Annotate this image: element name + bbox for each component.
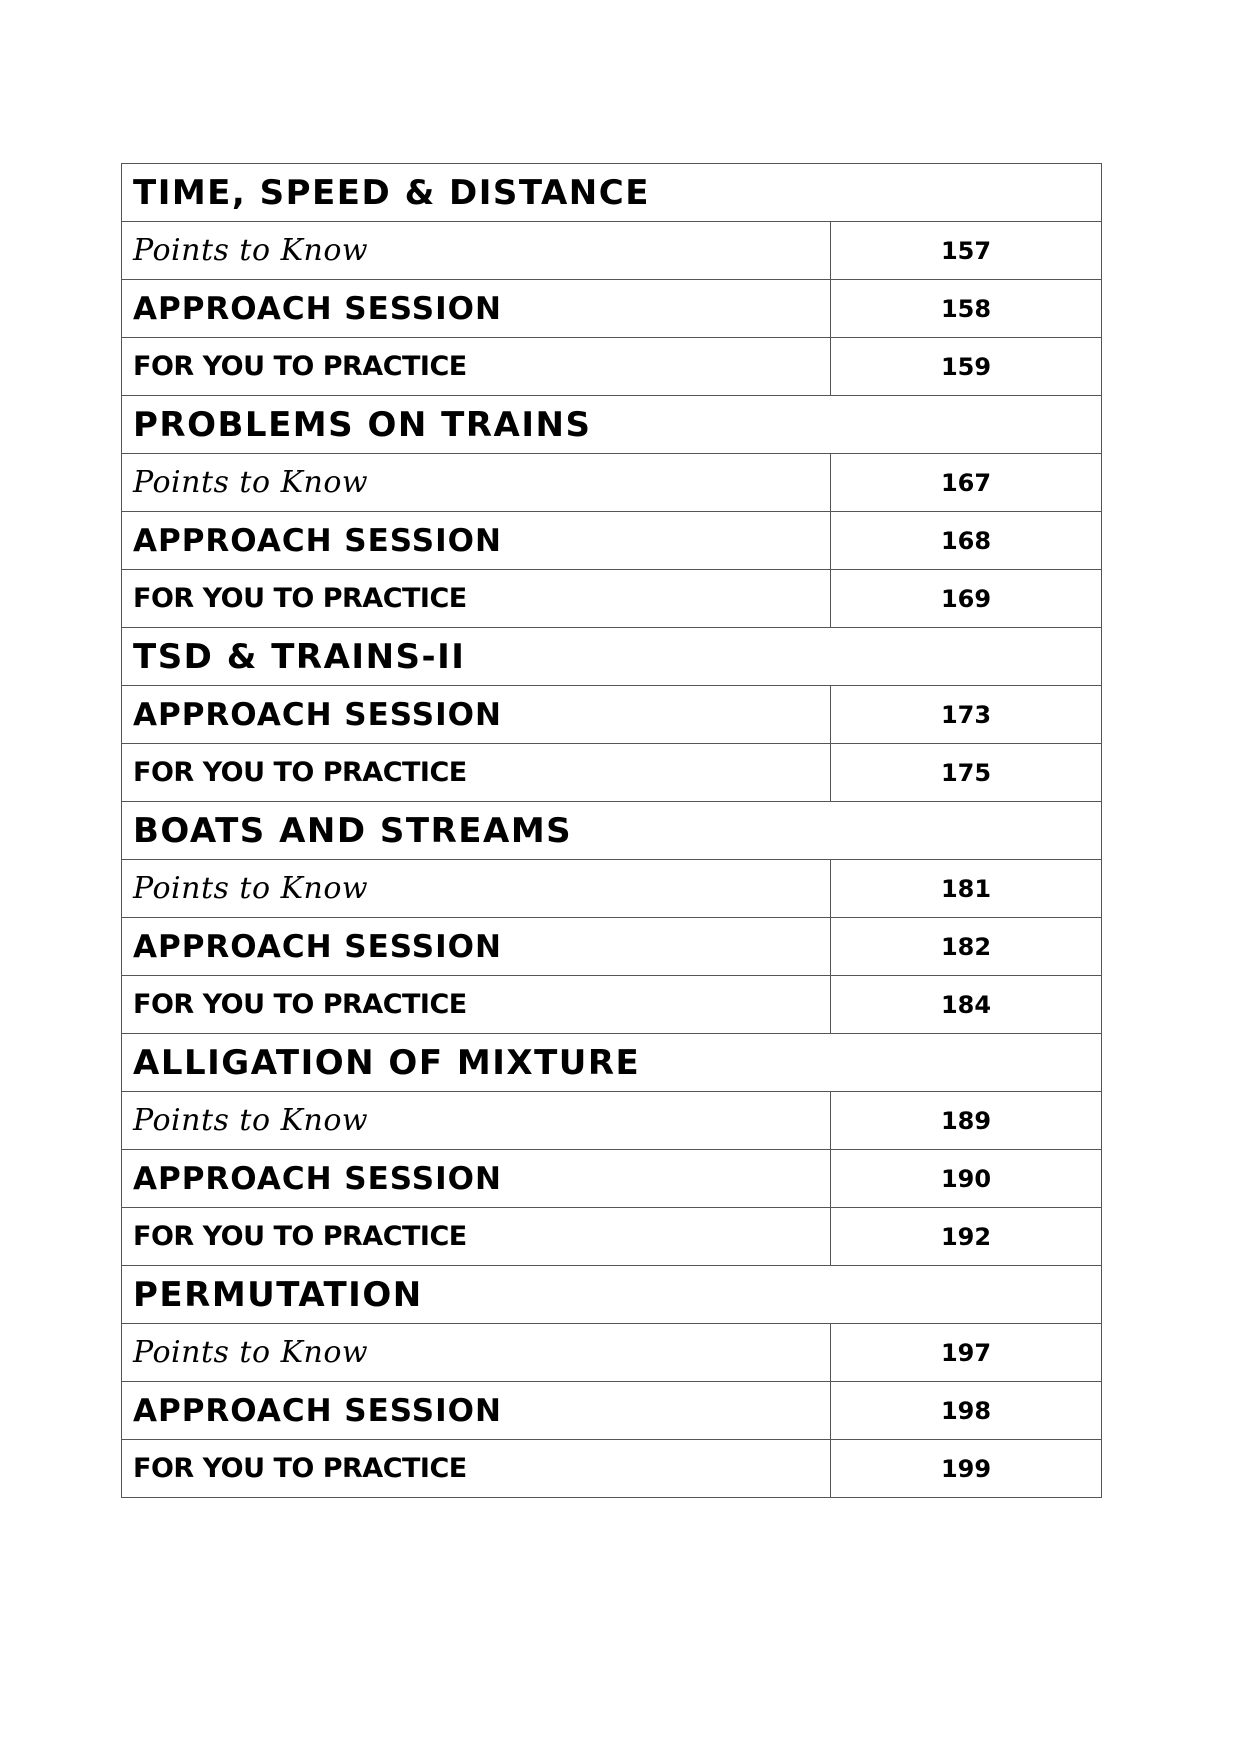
entry-page-number: 197 [831, 1324, 1102, 1382]
entry-page-number: 192 [831, 1208, 1102, 1266]
section-header-row [122, 396, 1102, 454]
section-title: PERMUTATION [122, 1266, 1102, 1324]
entry-label-practice: FOR YOU TO PRACTICE [122, 976, 831, 1034]
entry-label-points: Points to Know [122, 1324, 831, 1382]
entry-page-number: 159 [831, 338, 1102, 396]
toc-entry-row [122, 1150, 1102, 1208]
entry-label-practice: FOR YOU TO PRACTICE [122, 570, 831, 628]
entry-label-points: Points to Know [122, 860, 831, 918]
entry-label-approach: APPROACH SESSION [122, 1150, 831, 1208]
table-of-contents [121, 163, 1102, 1498]
section-title: TIME, SPEED & DISTANCE [122, 164, 1102, 222]
entry-page-number: 157 [831, 222, 1102, 280]
entry-label-approach: APPROACH SESSION [122, 1382, 831, 1440]
section-header-row [122, 1266, 1102, 1324]
entry-page-number: 189 [831, 1092, 1102, 1150]
toc-entry-row [122, 280, 1102, 338]
toc-entry-row [122, 686, 1102, 744]
entry-label-practice: FOR YOU TO PRACTICE [122, 1440, 831, 1498]
toc-entry-row [122, 570, 1102, 628]
toc-entry-row [122, 976, 1102, 1034]
toc-entry-row [122, 454, 1102, 512]
entry-page-number: 158 [831, 280, 1102, 338]
entry-page-number: 167 [831, 454, 1102, 512]
toc-entry-row [122, 918, 1102, 976]
toc-entry-row [122, 222, 1102, 280]
section-title: BOATS AND STREAMS [122, 802, 1102, 860]
entry-page-number: 199 [831, 1440, 1102, 1498]
entry-page-number: 190 [831, 1150, 1102, 1208]
entry-label-practice: FOR YOU TO PRACTICE [122, 744, 831, 802]
toc-entry-row [122, 744, 1102, 802]
section-title: ALLIGATION OF MIXTURE [122, 1034, 1102, 1092]
section-header-row [122, 628, 1102, 686]
entry-label-points: Points to Know [122, 1092, 831, 1150]
toc-entry-row [122, 1324, 1102, 1382]
entry-page-number: 198 [831, 1382, 1102, 1440]
entry-page-number: 175 [831, 744, 1102, 802]
section-title: PROBLEMS ON TRAINS [122, 396, 1102, 454]
entry-label-practice: FOR YOU TO PRACTICE [122, 1208, 831, 1266]
entry-label-points: Points to Know [122, 222, 831, 280]
entry-label-approach: APPROACH SESSION [122, 686, 831, 744]
entry-label-approach: APPROACH SESSION [122, 512, 831, 570]
toc-body [122, 164, 1102, 1498]
entry-label-approach: APPROACH SESSION [122, 280, 831, 338]
toc-entry-row [122, 1092, 1102, 1150]
section-header-row [122, 164, 1102, 222]
toc-entry-row [122, 860, 1102, 918]
entry-page-number: 184 [831, 976, 1102, 1034]
section-header-row [122, 1034, 1102, 1092]
entry-page-number: 173 [831, 686, 1102, 744]
section-title: TSD & TRAINS-II [122, 628, 1102, 686]
entry-page-number: 181 [831, 860, 1102, 918]
toc-entry-row [122, 1440, 1102, 1498]
entry-page-number: 168 [831, 512, 1102, 570]
toc-entry-row [122, 1208, 1102, 1266]
entry-label-approach: APPROACH SESSION [122, 918, 831, 976]
toc-entry-row [122, 338, 1102, 396]
entry-label-points: Points to Know [122, 454, 831, 512]
entry-label-practice: FOR YOU TO PRACTICE [122, 338, 831, 396]
entry-page-number: 182 [831, 918, 1102, 976]
entry-page-number: 169 [831, 570, 1102, 628]
toc-entry-row [122, 512, 1102, 570]
toc-entry-row [122, 1382, 1102, 1440]
section-header-row [122, 802, 1102, 860]
